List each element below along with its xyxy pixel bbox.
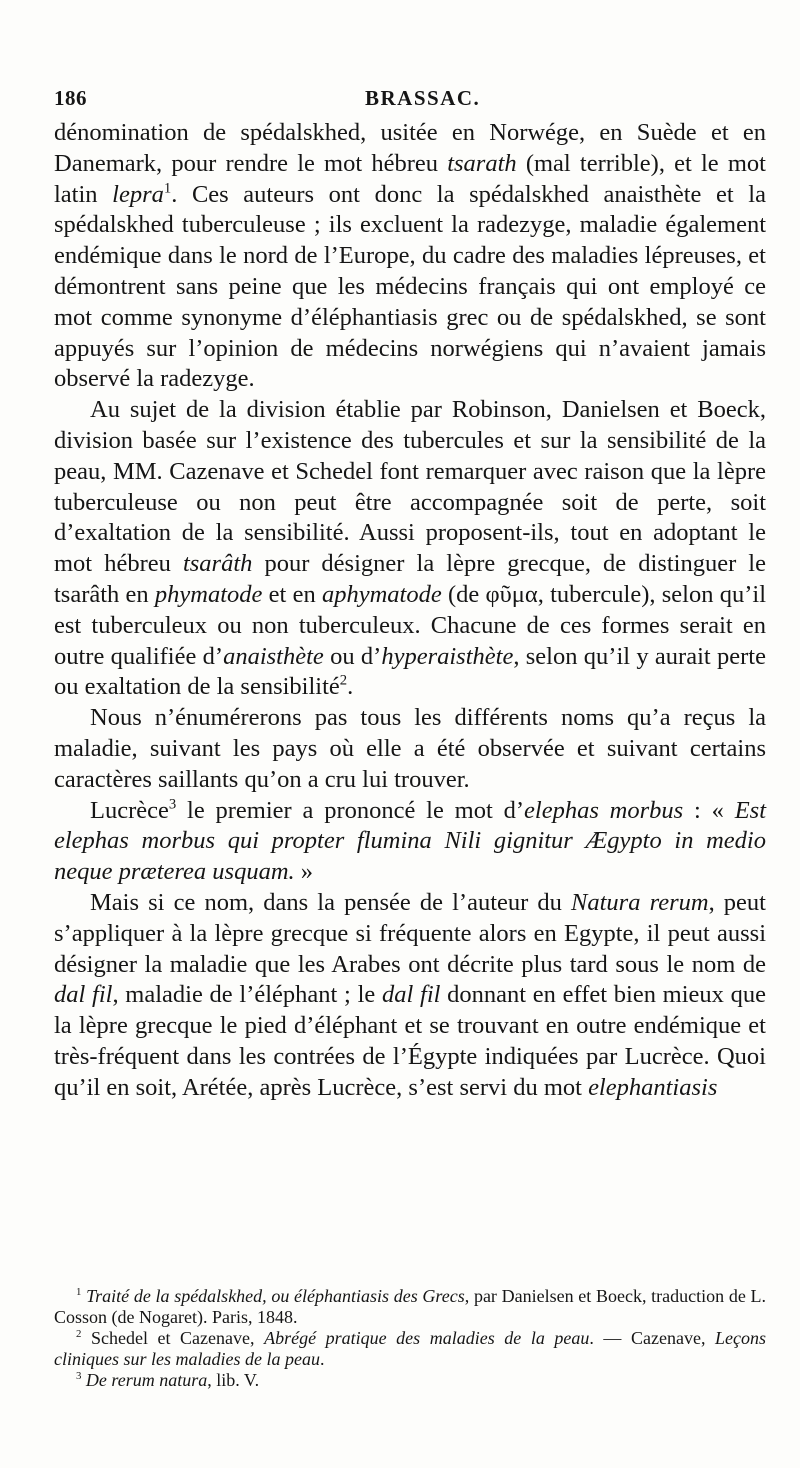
- footnote-ref-3: 3: [168, 795, 177, 812]
- footnotes: [54, 1286, 766, 1391]
- footnote-3: $^3$ De rerum natura, lib. V.: [76, 1369, 260, 1390]
- running-head: BRASSAC.: [365, 86, 481, 110]
- paragraph-2: Au sujet de la division établie par Robinson, Danielsen et Boeck, division basée sur l’existence des tubercules et sur la sensibilité de la peau, MM. Cazenave et Schedel font remarquer avec raison que la lèpre tuberculeuse ou non peut être accompagnée soit de perte, soit d’exaltation de la sensibilité. Aussi proposent-ils, tout en adoptant le mot hébreu tsarâth pour désigner la lèpre grecque, de distinguer le tsarâth en phymatode et en aphymatode (de φῦμα, tubercule), selon qu’il est tuberculeux ou non tuberculeux. Chacune de ces formes serait en outre qualifiée d’anaisthète ou d’hyperaisthète, selon qu’il y aurait perte ou exaltation de la sensibilité$^2$.: [54, 396, 766, 701]
- paragraph-4: Lucrèce$^3$ le premier a prononcé le mot d’elephas morbus : « Est elephas morbus qui propter flumina Nili gignitur Ægypto in medio neque præterea usquam. »: [54, 795, 766, 886]
- footnote-2: $^2$ Schedel et Cazenave, Abrégé pratique des maladies de la peau. — Cazenave, Leçons cliniques sur les maladies de la peau.: [54, 1327, 767, 1369]
- paragraph-5: Mais si ce nom, dans la pensée de l’auteur du Natura rerum, peut s’appliquer à la lèpre grecque si fréquente alors en Egypte, il peut aussi désigner la maladie que les Arabes ont décrite plus tard sous le nom de dal fil, maladie de l’éléphant ; le dal fil donnant en effet bien mieux que la lèpre grecque le pied d’éléphant et se trouvant en outre endémique et très-fréquent dans les contrées de l’Égypte indiquées par Lucrèce. Quoi qu’il en soit, Arétée, après Lucrèce, s’est servi du mot elephantiasis: [54, 888, 767, 1101]
- lucretius-quote: Est elephas morbus qui propter flumina Nili gignitur Ægypto in medio neque præterea usquam.: [54, 796, 766, 886]
- paragraph-3: Nous n’énumérerons pas tous les différents noms qu’a reçus la maladie, suivant les pays où elle a été observée et suivant certains caractères saillants qu’on a cru lui trouver.: [54, 704, 766, 793]
- paragraph-1: dénomination de spédalskhed, usitée en Norwége, en Suède et en Danemark, pour rendre le mot hébreu tsarath (mal terrible), et le mot latin lepra$^1$. Ces auteurs ont donc la spédalskhed anaisthète et la spédalskhed tuberculeuse ; ils excluent la radezyge, maladie également endémique dans le nord de l’Europe, du cadre des maladies lépreuses, et démontrent sans peine que les médecins français qui ont employé ce mot comme synonyme d’éléphantiasis grec ou de spédalskhed, se sont appuyés sur l’opinion de médecins norwégiens qui n’avaient jamais observé la radezyge.: [54, 119, 766, 393]
- page-number: 186: [54, 86, 87, 110]
- main-text: [54, 118, 766, 1104]
- footnote-1: $^1$ Traité de la spédalskhed, ou éléphantiasis des Grecs, par Danielsen et Boeck, traduction de L. Cosson (de Nogaret). Paris, 1848.: [54, 1285, 766, 1327]
- footnote-ref-1: 1: [163, 180, 172, 197]
- footnote-ref-2: 2: [339, 672, 348, 689]
